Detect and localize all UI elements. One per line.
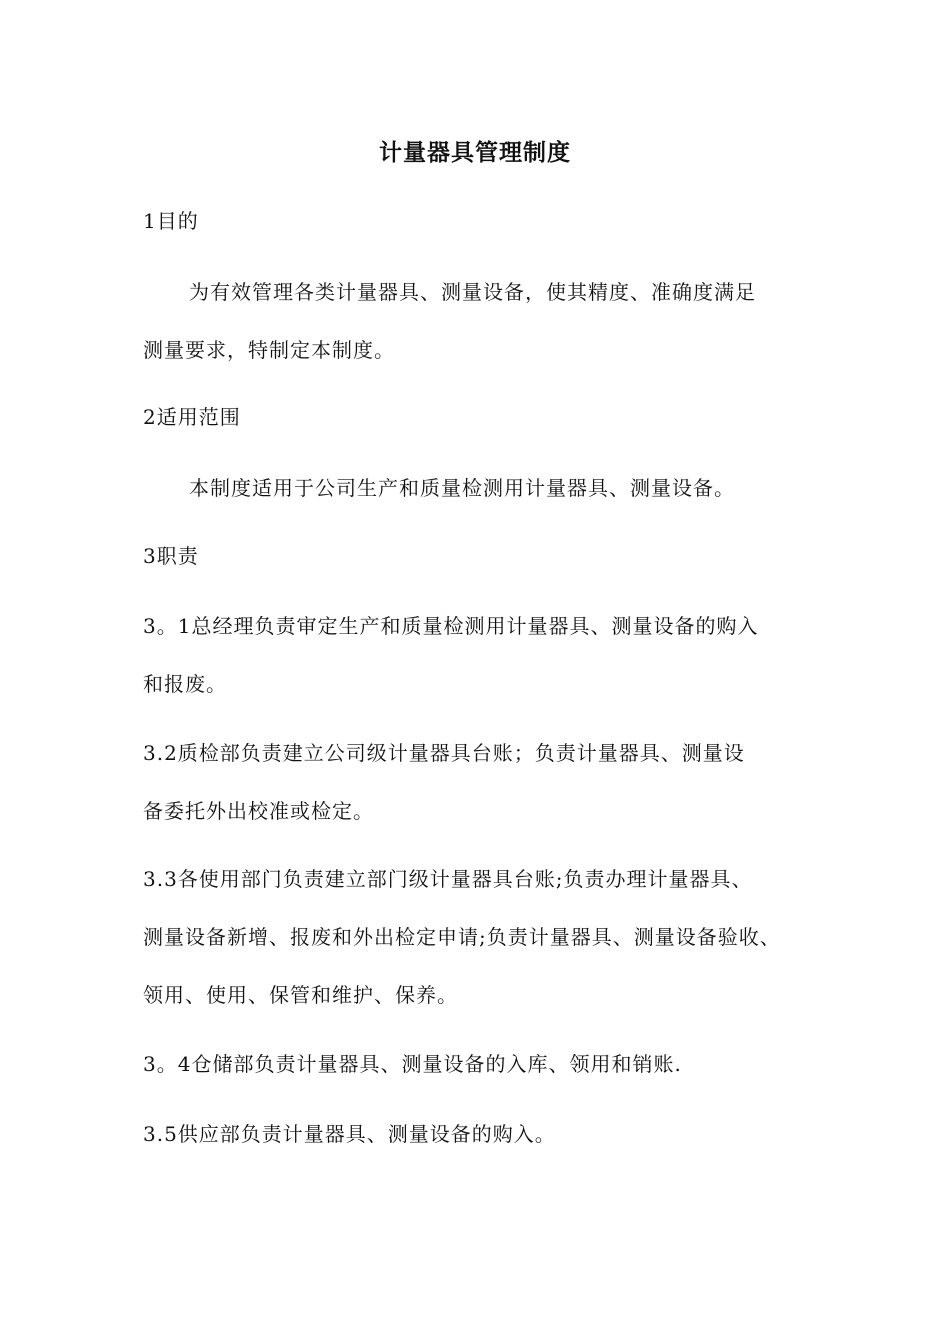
paragraph-line: 3。1总经理负责审定生产和质量检测用计量器具、测量设备的购入: [143, 614, 759, 638]
paragraph-line: 3.2质检部负责建立公司级计量器具台账；负责计量器具、测量设: [143, 741, 745, 765]
paragraph-line: 3.3各使用部门负责建立部门级计量器具台账;负责办理计量器具、: [143, 867, 753, 891]
paragraph-line: 本制度适用于公司生产和质量检测用计量器具、测量设备。: [189, 476, 735, 500]
paragraph-line: 3。4仓储部负责计量器具、测量设备的入库、领用和销账.: [143, 1052, 682, 1076]
section-heading-responsibilities: 3职责: [143, 544, 199, 568]
paragraph-line: 备委托外出校准或检定。: [143, 799, 374, 823]
section-heading-scope: 2适用范围: [143, 405, 241, 429]
paragraph-line: 测量要求，特制定本制度。: [143, 338, 395, 362]
paragraph-line: 领用、使用、保管和维护、保养。: [143, 983, 458, 1007]
document-title: 计量器具管理制度: [379, 140, 571, 166]
section-heading-purpose: 1目的: [143, 209, 199, 233]
paragraph-line: 和报废。: [143, 672, 227, 696]
paragraph-line: 3.5供应部负责计量器具、测量设备的购入。: [143, 1122, 556, 1146]
paragraph-line: 为有效管理各类计量器具、测量设备，使其精度、准确度满足: [189, 280, 756, 304]
paragraph-line: 测量设备新增、报废和外出检定申请;负责计量器具、测量设备验收、: [143, 925, 781, 949]
